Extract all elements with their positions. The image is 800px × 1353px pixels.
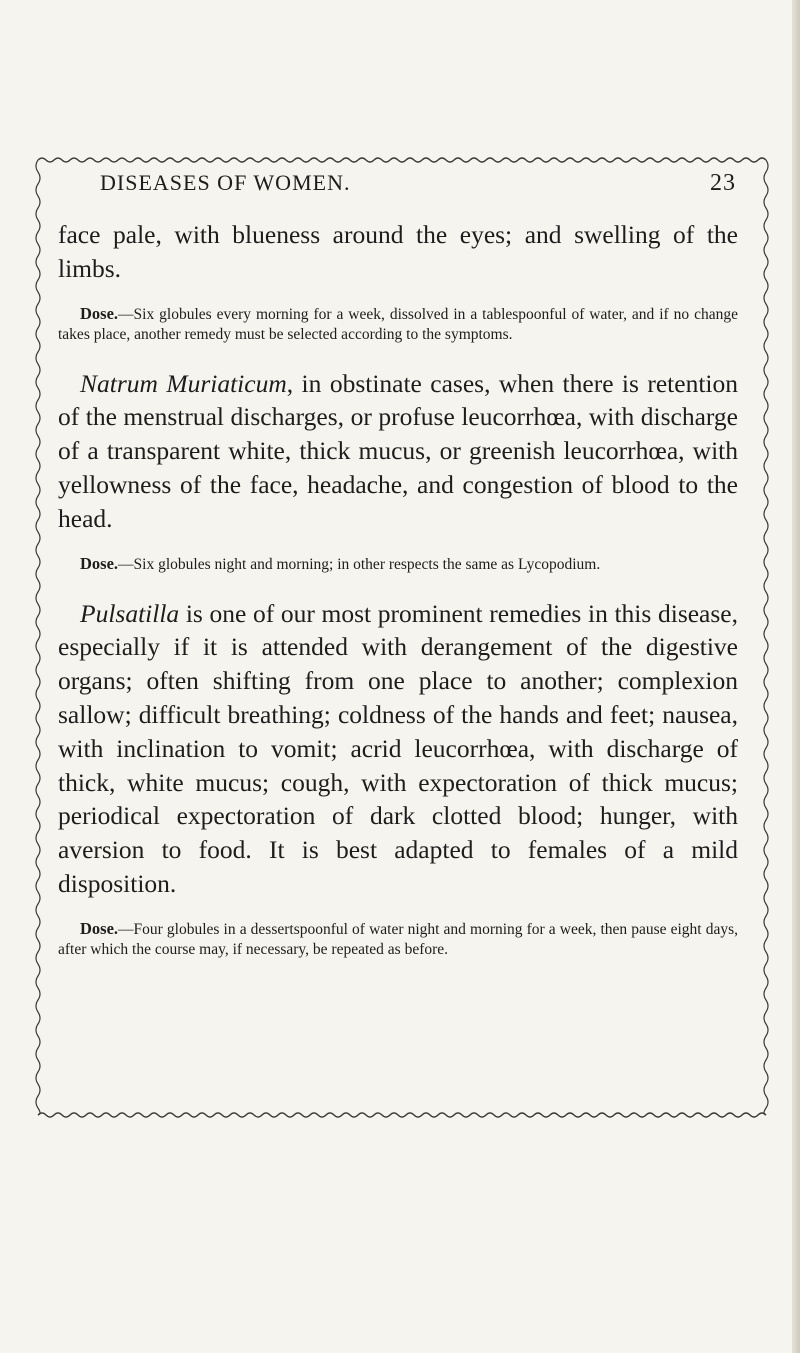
paragraph-continued: [58, 218, 738, 286]
remedy-name: Pulsatilla: [80, 598, 180, 628]
dose-note: [58, 304, 738, 345]
border-top: [38, 158, 766, 162]
dose-label: Dose.: [80, 918, 119, 938]
remedy-name: Natrum Muriaticum: [80, 368, 287, 398]
dose-text: —Six globules night and morning; in other respects the same as Lycopodium.: [118, 555, 601, 573]
dose-note: [58, 554, 738, 575]
paragraph-text: face pale, with blueness around the eyes; and swelling of the limbs.: [58, 220, 738, 283]
dose-note: [58, 919, 738, 960]
paragraph-text: is one of our most prominent remedies in this disease, especially if it is attended with derangement of the digestive organs; often shifting from one place to another; complexion sallow; difficult breathing; coldness of the hands and feet; nausea, with inclination to vomit; acrid leucorrhœa, with discharge of thick, white mucus; cough, with expectoration of thick mucus; periodical expectoration of dark clotted blood; hunger, with aversion to food. It is best adapted to females of a mild disposition.: [58, 598, 738, 898]
running-head-title: DISEASES OF WOMEN.: [100, 170, 351, 195]
border-bottom: [38, 1113, 766, 1117]
remedy-paragraph: [58, 597, 738, 901]
border-right: [764, 160, 768, 1115]
dose-label: Dose.: [80, 303, 119, 323]
dose-text: —Six globules every morning for a week, dissolved in a tablespoonful of water, and if no change takes place, another remedy must be selected according to the symptoms.: [58, 305, 738, 343]
page-number: 23: [710, 170, 736, 196]
remedy-paragraph: [58, 367, 738, 536]
paragraph-text: , in obstinate cases, when there is retention of the menstrual discharges, or profuse leucorrhœa, with discharge of a transparent white, thick mucus, or greenish leucorrhœa, with yellowness of the face, headache, and congestion of blood to the head.: [58, 368, 738, 533]
dose-text: —Four globules in a dessertspoonful of water night and morning for a week, then pause eight days, after which the course may, if necessary, be repeated as before.: [58, 920, 738, 958]
page-content: [58, 170, 738, 960]
running-head: [58, 170, 738, 204]
border-left: [36, 160, 40, 1115]
dose-label: Dose.: [80, 553, 119, 573]
